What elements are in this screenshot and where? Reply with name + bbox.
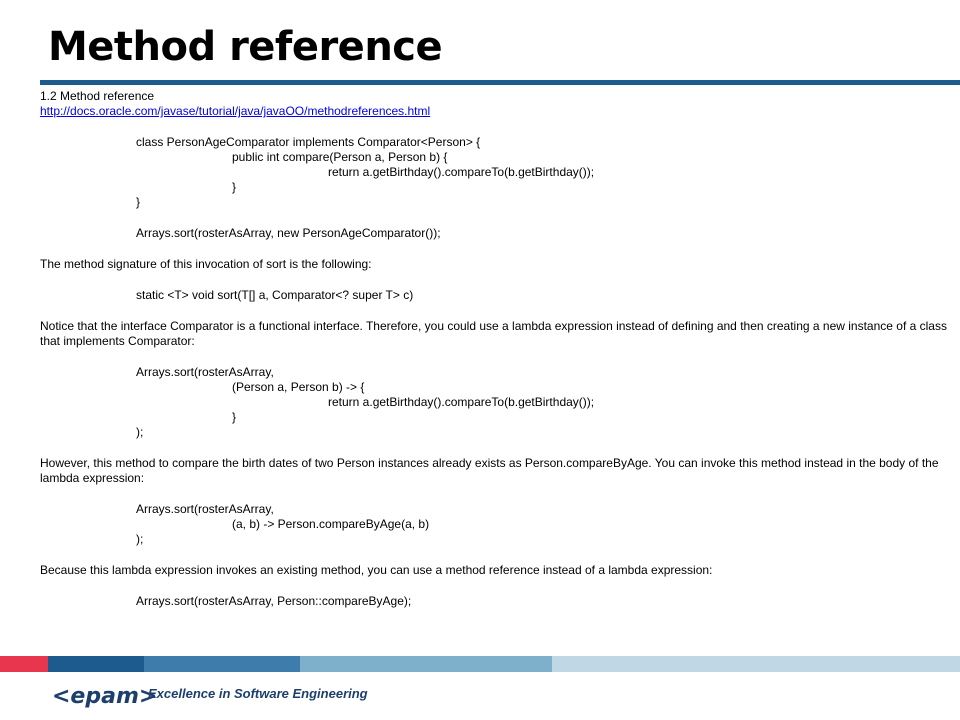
bar-segment-dark-blue — [48, 656, 144, 672]
code-line: } — [136, 195, 141, 209]
footer-color-bar — [0, 656, 960, 672]
code-line: ); — [136, 425, 144, 439]
paragraph: The method signature of this invocation of sort is the following: — [40, 257, 372, 271]
bar-segment-red — [0, 656, 48, 672]
bar-segment-pale-blue — [552, 656, 960, 672]
code-line: return a.getBirthday().compareTo(b.getBirthday()); — [328, 395, 595, 409]
code-line: public int compare(Person a, Person b) { — [232, 150, 448, 164]
epam-logo — [52, 680, 158, 710]
paragraph: Because this lambda expression invokes an existing method, you can use a method reference instead of a lambda expression: — [40, 563, 713, 577]
code-line: Arrays.sort(rosterAsArray, Person::compareByAge); — [136, 594, 412, 608]
code-line: static <T> void sort(T[] a, Comparator<? super T> c) — [136, 288, 414, 302]
bar-segment-light-blue — [300, 656, 552, 672]
code-line: Arrays.sort(rosterAsArray, new PersonAgeComparator()); — [136, 226, 441, 240]
code-line: (a, b) -> Person.compareByAge(a, b) — [232, 517, 430, 531]
code-line: Arrays.sort(rosterAsArray, — [136, 365, 274, 379]
oracle-docs-link[interactable]: http://docs.oracle.com/javase/tutorial/java/javaOO/methodreferences.html — [40, 104, 431, 118]
paragraph: Notice that the interface Comparator is a functional interface. Therefore, you could use a lambda expression instead of defining and then creating a new instance of a class that implements Comparator: — [40, 319, 947, 348]
svg-text:<epam>: <epam> — [52, 684, 158, 709]
code-line: return a.getBirthday().compareTo(b.getBirthday()); — [328, 165, 595, 179]
bar-segment-blue — [144, 656, 300, 672]
slide-content — [40, 89, 955, 609]
paragraph: However, this method to compare the birth dates of two Person instances already exists as Person.compareByAge. You can invoke this method instead in the body of the lambda expression: — [40, 456, 939, 485]
code-line: ); — [136, 532, 144, 546]
code-line: Arrays.sort(rosterAsArray, — [136, 502, 274, 516]
slide-title: Method reference — [48, 24, 443, 70]
code-line: (Person a, Person b) -> { — [232, 380, 365, 394]
title-underline — [40, 80, 960, 85]
section-heading: 1.2 Method reference — [40, 89, 155, 103]
code-line: } — [232, 180, 237, 194]
code-line: } — [232, 410, 237, 424]
code-line: class PersonAgeComparator implements Comparator<Person> { — [136, 135, 481, 149]
company-tagline: Excellence in Software Engineering — [148, 686, 368, 701]
